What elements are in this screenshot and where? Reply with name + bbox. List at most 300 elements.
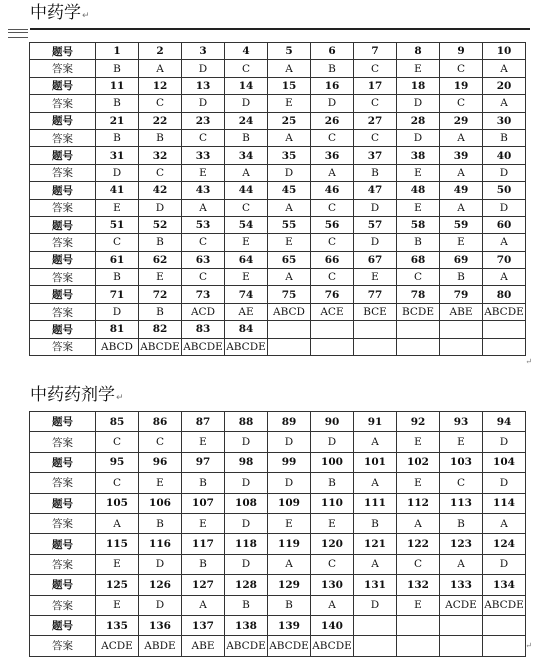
answer-cell: C [440, 60, 483, 77]
answer-cell: C [354, 95, 397, 112]
answer-cell: C [354, 60, 397, 77]
question-number-cell: 117 [182, 534, 225, 554]
question-number-cell: 19 [440, 77, 483, 94]
question-number-cell: 101 [354, 452, 397, 472]
question-number-cell: 130 [311, 575, 354, 595]
answer-row [30, 636, 526, 656]
question-number-cell: 34 [225, 147, 268, 164]
answer-cell: E [440, 234, 483, 251]
answer-cell: B [354, 164, 397, 181]
answer-cell: A [440, 554, 483, 574]
question-number-cell: 9 [440, 43, 483, 60]
question-number-cell: 109 [268, 493, 311, 513]
answer-cell: A [311, 595, 354, 615]
answer-cell: B [139, 303, 182, 320]
question-number-cell: 24 [225, 112, 268, 129]
question-number-cell: 43 [182, 182, 225, 199]
answer-cell: ACE [311, 303, 354, 320]
question-number-cell: 119 [268, 534, 311, 554]
question-number-cell: 53 [182, 216, 225, 233]
question-number-cell: 39 [440, 147, 483, 164]
question-number-cell: 92 [397, 412, 440, 432]
question-number-cell [440, 321, 483, 338]
question-number-cell: 11 [96, 77, 139, 94]
answer-cell: D [225, 554, 268, 574]
question-number-cell: 96 [139, 452, 182, 472]
question-label: 题号 [30, 575, 96, 595]
question-number-cell: 103 [440, 452, 483, 472]
question-number-cell: 23 [182, 112, 225, 129]
question-number-cell: 25 [268, 112, 311, 129]
question-number-cell: 105 [96, 493, 139, 513]
header-rule [30, 28, 530, 30]
question-label: 题号 [30, 412, 96, 432]
question-number-cell: 49 [440, 182, 483, 199]
answer-cell: E [225, 269, 268, 286]
question-label: 题号 [30, 147, 96, 164]
question-row [30, 77, 526, 94]
question-number-cell: 131 [354, 575, 397, 595]
answer-cell: B [182, 473, 225, 493]
answer-cell: A [440, 199, 483, 216]
question-number-cell [354, 615, 397, 635]
answer-cell: A [354, 473, 397, 493]
question-number-cell: 107 [182, 493, 225, 513]
answer-cell: B [440, 269, 483, 286]
question-number-cell: 102 [397, 452, 440, 472]
question-number-cell: 62 [139, 251, 182, 268]
answer-label: 答案 [30, 60, 96, 77]
answer-cell: C [311, 554, 354, 574]
question-number-cell: 134 [483, 575, 526, 595]
answer-cell: D [483, 164, 526, 181]
answer-label: 答案 [30, 164, 96, 181]
answer-cell: D [268, 473, 311, 493]
question-number-cell: 132 [397, 575, 440, 595]
question-number-cell: 15 [268, 77, 311, 94]
question-number-cell: 112 [397, 493, 440, 513]
answer-cell: D [483, 473, 526, 493]
question-number-cell: 3 [182, 43, 225, 60]
question-number-cell: 99 [268, 452, 311, 472]
question-number-cell [483, 321, 526, 338]
question-number-cell: 51 [96, 216, 139, 233]
question-number-cell: 37 [354, 147, 397, 164]
answer-label: 答案 [30, 234, 96, 251]
answer-cell: B [139, 513, 182, 533]
answer-cell: ABE [182, 636, 225, 656]
question-number-cell: 140 [311, 615, 354, 635]
question-number-cell: 78 [397, 286, 440, 303]
question-number-cell [311, 321, 354, 338]
answer-cell: E [96, 595, 139, 615]
question-number-cell: 94 [483, 412, 526, 432]
question-number-cell: 113 [440, 493, 483, 513]
answer-cell: D [225, 513, 268, 533]
question-row [30, 147, 526, 164]
question-number-cell: 116 [139, 534, 182, 554]
question-row [30, 43, 526, 60]
answer-cell: B [139, 129, 182, 146]
answer-cell: ABCDE [311, 636, 354, 656]
answer-cell: A [440, 129, 483, 146]
answer-label: 答案 [30, 95, 96, 112]
question-number-cell: 21 [96, 112, 139, 129]
question-number-cell: 73 [182, 286, 225, 303]
answer-cell: E [96, 554, 139, 574]
cell-end-mark-icon: ↵ [525, 641, 532, 650]
answer-cell: C [311, 234, 354, 251]
question-number-cell: 70 [483, 251, 526, 268]
question-number-cell: 65 [268, 251, 311, 268]
answer-cell: ABCDE [268, 636, 311, 656]
question-row [30, 321, 526, 338]
answer-cell: E [440, 432, 483, 452]
question-number-cell: 98 [225, 452, 268, 472]
answer-table-herbology [29, 42, 526, 356]
answer-cell: A [268, 554, 311, 574]
question-number-cell: 33 [182, 147, 225, 164]
question-number-cell: 13 [182, 77, 225, 94]
answer-row [30, 129, 526, 146]
question-label: 题号 [30, 321, 96, 338]
question-number-cell: 84 [225, 321, 268, 338]
answer-cell: D [354, 199, 397, 216]
answer-cell: D [139, 554, 182, 574]
question-number-cell: 2 [139, 43, 182, 60]
answer-cell: ACDE [96, 636, 139, 656]
answer-cell [440, 338, 483, 355]
answer-cell: E [397, 595, 440, 615]
answer-cell [440, 636, 483, 656]
answer-cell: B [397, 234, 440, 251]
question-number-cell: 47 [354, 182, 397, 199]
answer-cell [483, 338, 526, 355]
answer-cell: B [182, 554, 225, 574]
answer-cell: B [354, 513, 397, 533]
answer-cell: C [96, 234, 139, 251]
question-number-cell: 17 [354, 77, 397, 94]
answer-cell: D [311, 432, 354, 452]
question-number-cell: 86 [139, 412, 182, 432]
answer-cell: A [225, 164, 268, 181]
answer-cell [354, 338, 397, 355]
answer-cell: B [440, 513, 483, 533]
answer-row [30, 199, 526, 216]
answer-cell: D [268, 164, 311, 181]
answer-cell: B [96, 129, 139, 146]
question-number-cell: 61 [96, 251, 139, 268]
question-number-cell: 4 [225, 43, 268, 60]
answer-cell: AE [225, 303, 268, 320]
question-number-cell: 60 [483, 216, 526, 233]
answer-row [30, 303, 526, 320]
answer-cell [397, 338, 440, 355]
answer-row [30, 595, 526, 615]
question-label: 题号 [30, 43, 96, 60]
answer-cell: E [268, 234, 311, 251]
question-number-cell: 133 [440, 575, 483, 595]
question-label: 题号 [30, 251, 96, 268]
question-number-cell: 110 [311, 493, 354, 513]
answer-cell: B [96, 60, 139, 77]
question-label: 题号 [30, 534, 96, 554]
question-row [30, 575, 526, 595]
paragraph-mark-icon: ↵ [116, 393, 124, 403]
answer-row [30, 95, 526, 112]
answer-cell: C [225, 199, 268, 216]
question-number-cell: 115 [96, 534, 139, 554]
answer-row [30, 269, 526, 286]
question-number-cell: 58 [397, 216, 440, 233]
question-number-cell: 136 [139, 615, 182, 635]
question-number-cell: 59 [440, 216, 483, 233]
question-number-cell: 6 [311, 43, 354, 60]
answer-cell: A [139, 60, 182, 77]
question-label: 题号 [30, 77, 96, 94]
answer-cell: ABCDE [225, 636, 268, 656]
answer-cell: D [139, 595, 182, 615]
question-number-cell: 71 [96, 286, 139, 303]
answer-cell: D [96, 303, 139, 320]
answer-cell: D [225, 473, 268, 493]
question-number-cell: 123 [440, 534, 483, 554]
question-number-cell: 30 [483, 112, 526, 129]
answer-cell: C [182, 234, 225, 251]
answer-cell [268, 338, 311, 355]
answer-table-pharmaceutics [29, 411, 526, 657]
cell-end-mark-icon: ↵ [525, 357, 532, 366]
answer-cell: E [311, 513, 354, 533]
question-number-cell: 64 [225, 251, 268, 268]
question-number-cell: 69 [440, 251, 483, 268]
answer-cell: A [182, 199, 225, 216]
question-number-cell: 127 [182, 575, 225, 595]
answer-cell: ACD [182, 303, 225, 320]
answer-cell: ABCD [96, 338, 139, 355]
question-number-cell: 129 [268, 575, 311, 595]
answer-label: 答案 [30, 636, 96, 656]
question-number-cell: 41 [96, 182, 139, 199]
answer-cell: C [440, 95, 483, 112]
answer-label: 答案 [30, 432, 96, 452]
question-number-cell: 118 [225, 534, 268, 554]
answer-cell: ABCD [268, 303, 311, 320]
question-number-cell: 38 [397, 147, 440, 164]
ruler-marker-icon [8, 29, 28, 38]
question-number-cell: 72 [139, 286, 182, 303]
answer-cell: E [397, 164, 440, 181]
question-number-cell: 104 [483, 452, 526, 472]
question-label: 题号 [30, 452, 96, 472]
answer-label: 答案 [30, 513, 96, 533]
question-number-cell: 35 [268, 147, 311, 164]
question-number-cell: 126 [139, 575, 182, 595]
answer-cell: E [397, 199, 440, 216]
answer-cell: C [311, 129, 354, 146]
answer-cell [311, 338, 354, 355]
answer-cell: A [268, 269, 311, 286]
answer-cell: B [96, 95, 139, 112]
question-number-cell: 10 [483, 43, 526, 60]
answer-cell: A [354, 432, 397, 452]
question-number-cell: 90 [311, 412, 354, 432]
answer-cell: A [397, 513, 440, 533]
question-number-cell: 8 [397, 43, 440, 60]
answer-cell: A [268, 199, 311, 216]
question-row [30, 615, 526, 635]
question-number-cell: 82 [139, 321, 182, 338]
answer-cell: D [225, 432, 268, 452]
answer-cell: D [311, 95, 354, 112]
question-number-cell: 81 [96, 321, 139, 338]
question-number-cell: 68 [397, 251, 440, 268]
question-number-cell: 32 [139, 147, 182, 164]
answer-row [30, 234, 526, 251]
answer-cell: B [483, 129, 526, 146]
answer-cell: B [311, 473, 354, 493]
answer-cell: E [354, 269, 397, 286]
answer-cell: D [354, 234, 397, 251]
question-number-cell: 20 [483, 77, 526, 94]
answer-cell: A [440, 164, 483, 181]
answer-cell: B [139, 234, 182, 251]
question-number-cell: 85 [96, 412, 139, 432]
question-number-cell [440, 615, 483, 635]
answer-cell: ABCDE [225, 338, 268, 355]
answer-cell: A [311, 164, 354, 181]
answer-cell: A [268, 60, 311, 77]
question-row [30, 452, 526, 472]
question-number-cell: 91 [354, 412, 397, 432]
answer-cell: E [268, 513, 311, 533]
answer-cell [397, 636, 440, 656]
answer-cell: C [139, 95, 182, 112]
question-number-cell: 36 [311, 147, 354, 164]
question-number-cell: 45 [268, 182, 311, 199]
question-number-cell: 54 [225, 216, 268, 233]
answer-cell: D [268, 432, 311, 452]
answer-cell: E [182, 513, 225, 533]
question-number-cell: 27 [354, 112, 397, 129]
answer-cell: E [139, 269, 182, 286]
answer-label: 答案 [30, 554, 96, 574]
answer-cell: E [268, 95, 311, 112]
answer-row [30, 554, 526, 574]
answer-label: 答案 [30, 303, 96, 320]
answer-cell: A [483, 95, 526, 112]
question-number-cell: 88 [225, 412, 268, 432]
question-number-cell: 46 [311, 182, 354, 199]
question-number-cell [397, 321, 440, 338]
question-number-cell: 83 [182, 321, 225, 338]
answer-cell: BCE [354, 303, 397, 320]
question-number-cell: 48 [397, 182, 440, 199]
answer-cell: E [139, 473, 182, 493]
question-number-cell [483, 615, 526, 635]
answer-cell: A [483, 60, 526, 77]
answer-cell: B [311, 60, 354, 77]
answer-cell: B [225, 595, 268, 615]
answer-cell: ABDE [139, 636, 182, 656]
answer-label: 答案 [30, 595, 96, 615]
question-row [30, 493, 526, 513]
question-number-cell: 139 [268, 615, 311, 635]
question-number-cell: 122 [397, 534, 440, 554]
answer-cell: D [483, 554, 526, 574]
question-number-cell: 74 [225, 286, 268, 303]
question-number-cell: 138 [225, 615, 268, 635]
answer-cell: C [311, 199, 354, 216]
answer-cell: D [397, 129, 440, 146]
answer-label: 答案 [30, 269, 96, 286]
answer-cell: A [268, 129, 311, 146]
answer-cell: B [96, 269, 139, 286]
answer-cell: A [483, 234, 526, 251]
question-row [30, 412, 526, 432]
section-title-herbology: 中药学↵ [30, 3, 90, 23]
answer-cell: E [397, 432, 440, 452]
answer-label: 答案 [30, 338, 96, 355]
answer-cell [354, 636, 397, 656]
question-row [30, 216, 526, 233]
question-number-cell: 76 [311, 286, 354, 303]
question-number-cell: 93 [440, 412, 483, 432]
paragraph-mark-icon: ↵ [82, 11, 90, 21]
question-number-cell: 135 [96, 615, 139, 635]
answer-row [30, 164, 526, 181]
question-number-cell: 57 [354, 216, 397, 233]
answer-row [30, 432, 526, 452]
answer-cell: D [397, 95, 440, 112]
answer-label: 答案 [30, 129, 96, 146]
answer-cell: C [311, 269, 354, 286]
question-number-cell: 106 [139, 493, 182, 513]
question-number-cell: 97 [182, 452, 225, 472]
answer-cell: D [354, 595, 397, 615]
answer-cell: ABCDE [139, 338, 182, 355]
question-number-cell: 12 [139, 77, 182, 94]
answer-cell: ABCDE [182, 338, 225, 355]
question-number-cell: 52 [139, 216, 182, 233]
question-number-cell: 79 [440, 286, 483, 303]
question-number-cell: 108 [225, 493, 268, 513]
question-number-cell: 42 [139, 182, 182, 199]
question-number-cell: 14 [225, 77, 268, 94]
question-number-cell [354, 321, 397, 338]
question-number-cell: 89 [268, 412, 311, 432]
question-number-cell: 26 [311, 112, 354, 129]
question-number-cell: 1 [96, 43, 139, 60]
answer-cell: E [182, 164, 225, 181]
question-row [30, 112, 526, 129]
answer-cell: E [96, 199, 139, 216]
answer-cell: E [397, 473, 440, 493]
answer-label: 答案 [30, 473, 96, 493]
question-number-cell: 40 [483, 147, 526, 164]
answer-label: 答案 [30, 199, 96, 216]
answer-cell: D [182, 95, 225, 112]
question-number-cell: 111 [354, 493, 397, 513]
answer-cell: BCDE [397, 303, 440, 320]
question-label: 题号 [30, 615, 96, 635]
answer-cell: B [268, 595, 311, 615]
question-number-cell: 22 [139, 112, 182, 129]
question-number-cell: 66 [311, 251, 354, 268]
answer-cell: D [182, 60, 225, 77]
answer-row [30, 473, 526, 493]
question-number-cell: 7 [354, 43, 397, 60]
